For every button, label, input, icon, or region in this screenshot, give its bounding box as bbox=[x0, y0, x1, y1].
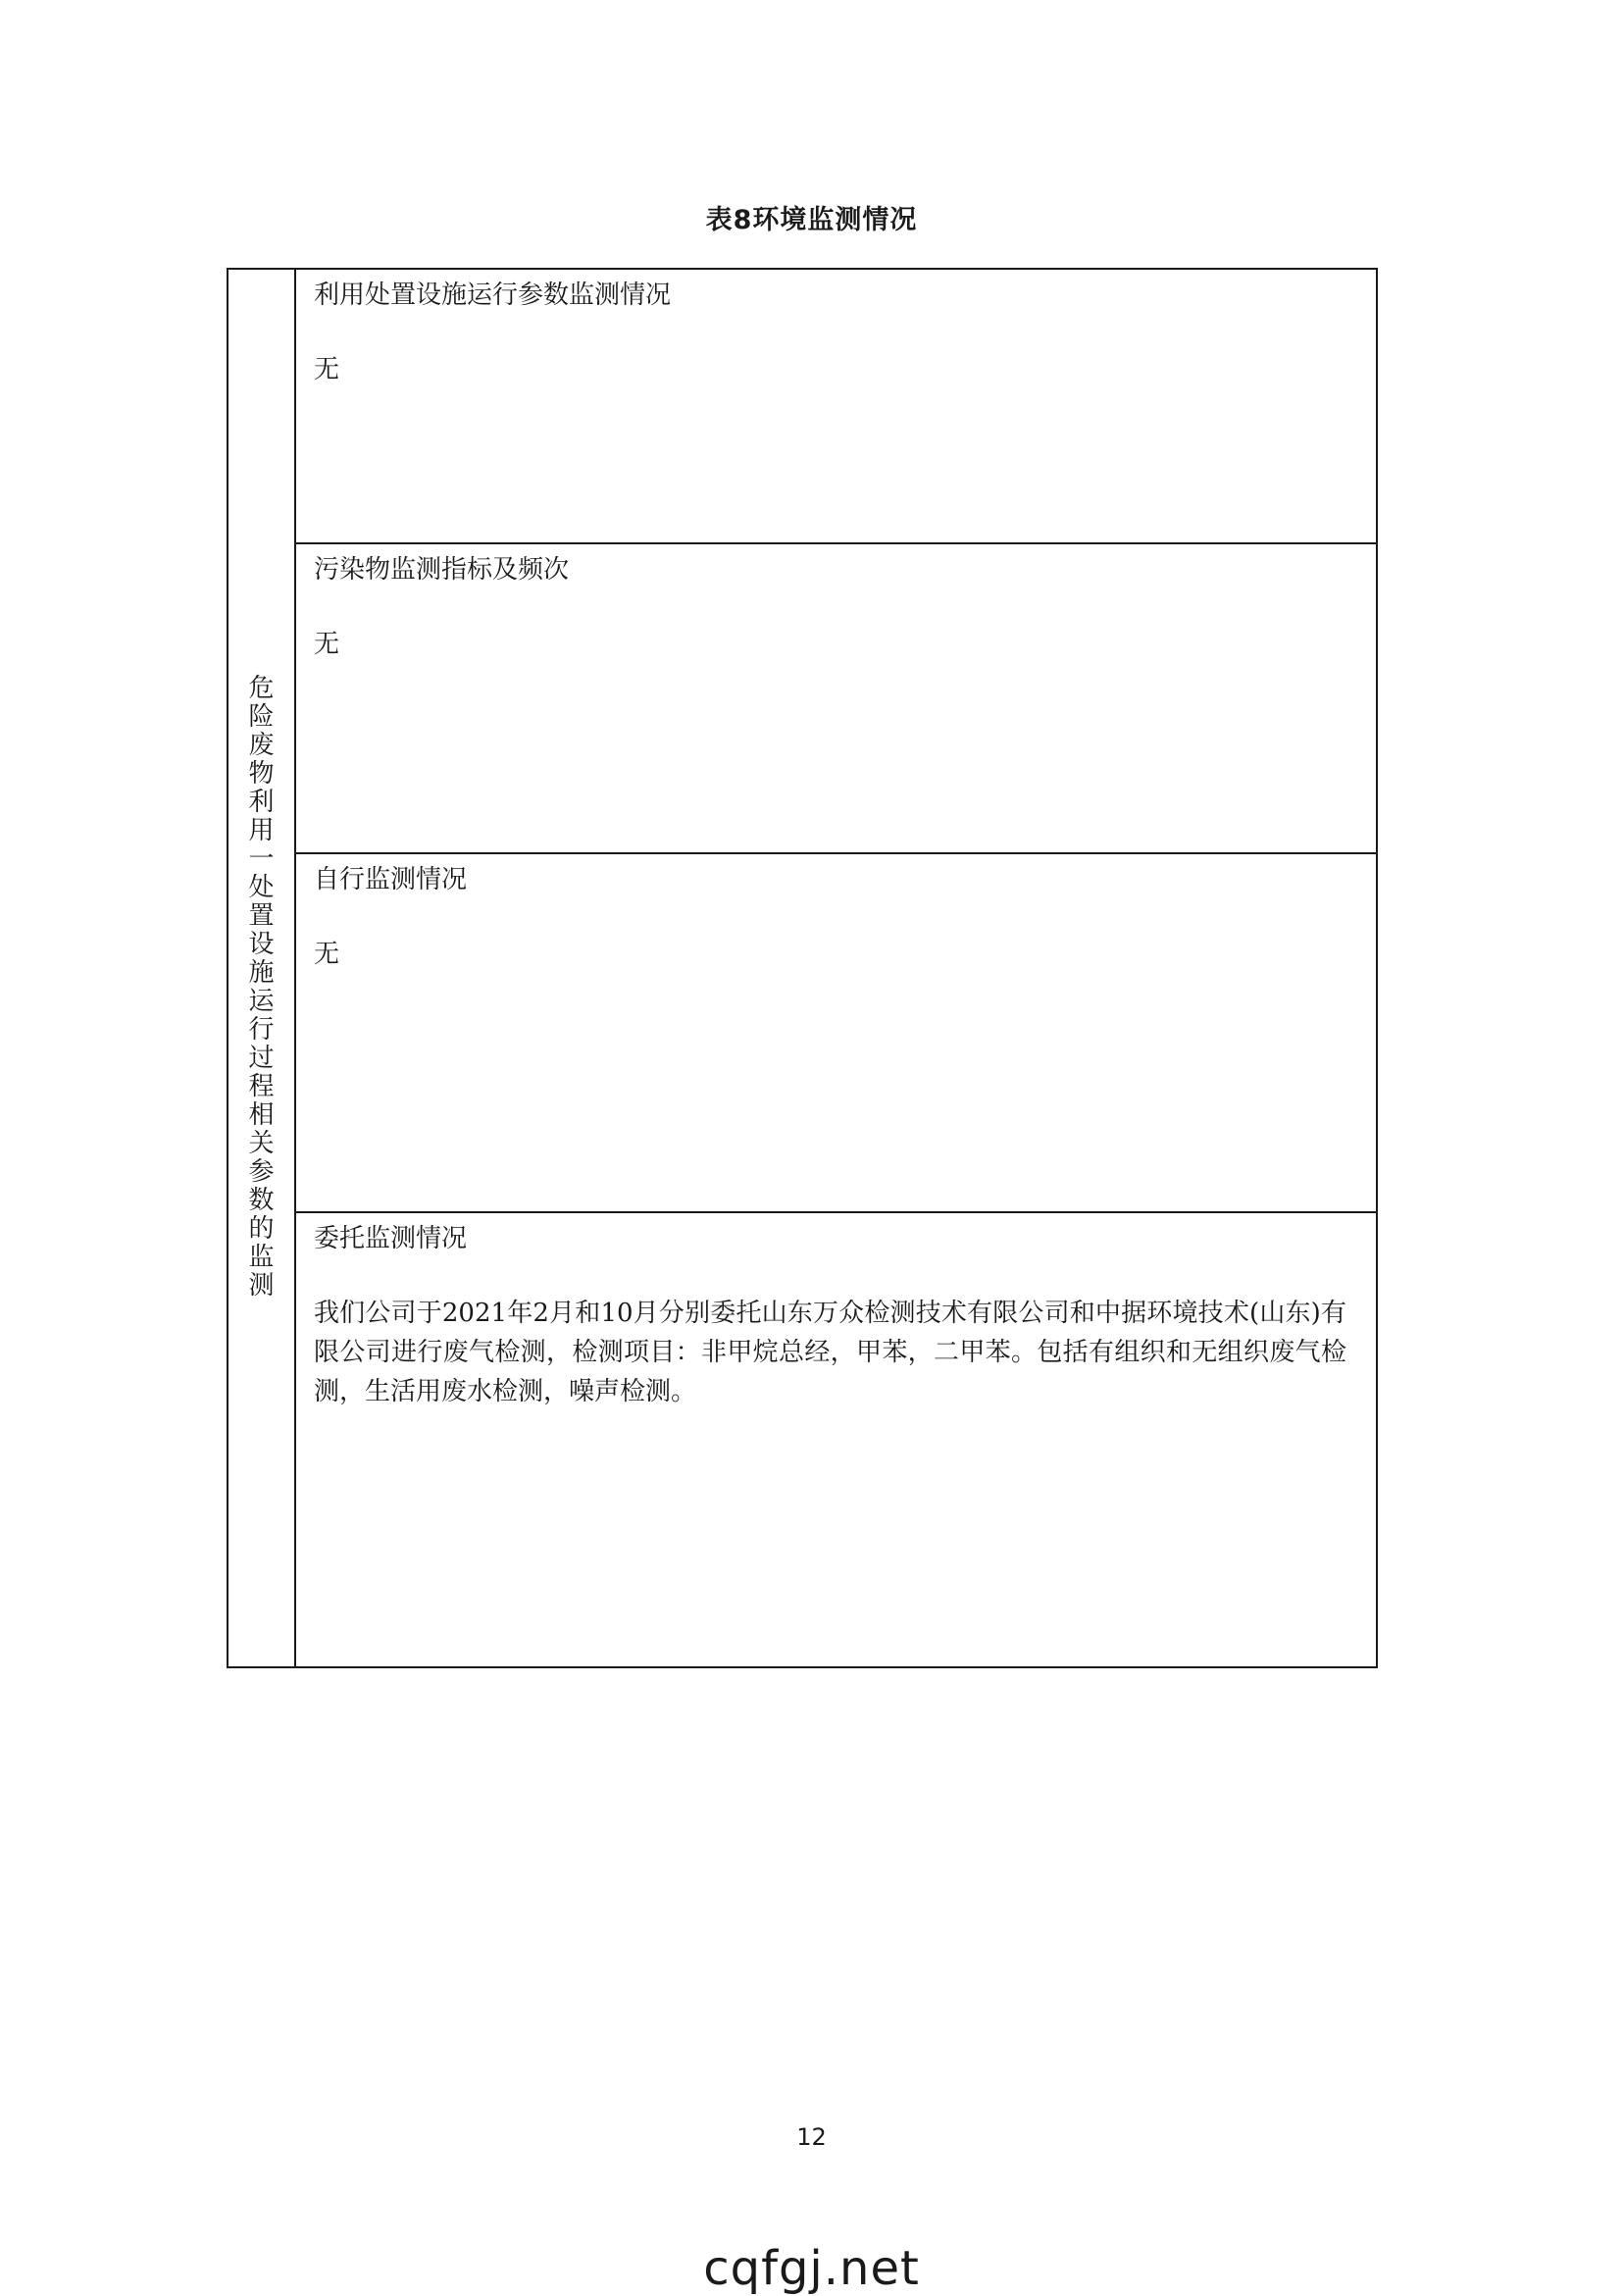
section-content: 无 bbox=[314, 355, 340, 384]
watermark-text: cqfgj.net bbox=[703, 2241, 920, 2296]
section-heading: 自行监测情况 bbox=[314, 865, 468, 894]
section-self-monitoring bbox=[296, 854, 1376, 1213]
section-operating-parameters bbox=[296, 270, 1376, 544]
page-number: 12 bbox=[796, 2123, 827, 2151]
sections-column bbox=[296, 270, 1376, 1666]
section-commissioned-monitoring bbox=[296, 1213, 1376, 1666]
table-title: 表8环境监测情况 bbox=[705, 205, 918, 235]
section-heading: 委托监测情况 bbox=[314, 1224, 468, 1253]
section-content: 无 bbox=[314, 630, 340, 659]
section-heading: 污染物监测指标及频次 bbox=[314, 555, 570, 585]
monitoring-table bbox=[227, 268, 1378, 1668]
side-label: 危险废物利用一处置设施运行过程相关参数的监测 bbox=[248, 674, 275, 1301]
section-heading: 利用处置设施运行参数监测情况 bbox=[314, 281, 672, 310]
section-pollutant-indicators bbox=[296, 544, 1376, 854]
side-label-cell bbox=[228, 270, 296, 1666]
section-content: 无 bbox=[314, 940, 340, 969]
section-content: 我们公司于2021年2月和10月分别委托山东万众检测技术有限公司和中据环境技术(山东)有限公司进行废气检测，检测项目：非甲烷总经，甲苯，二甲苯。包括有组织和无组织废气检测，生活用废水检测，噪声检测。 bbox=[314, 1299, 1346, 1406]
